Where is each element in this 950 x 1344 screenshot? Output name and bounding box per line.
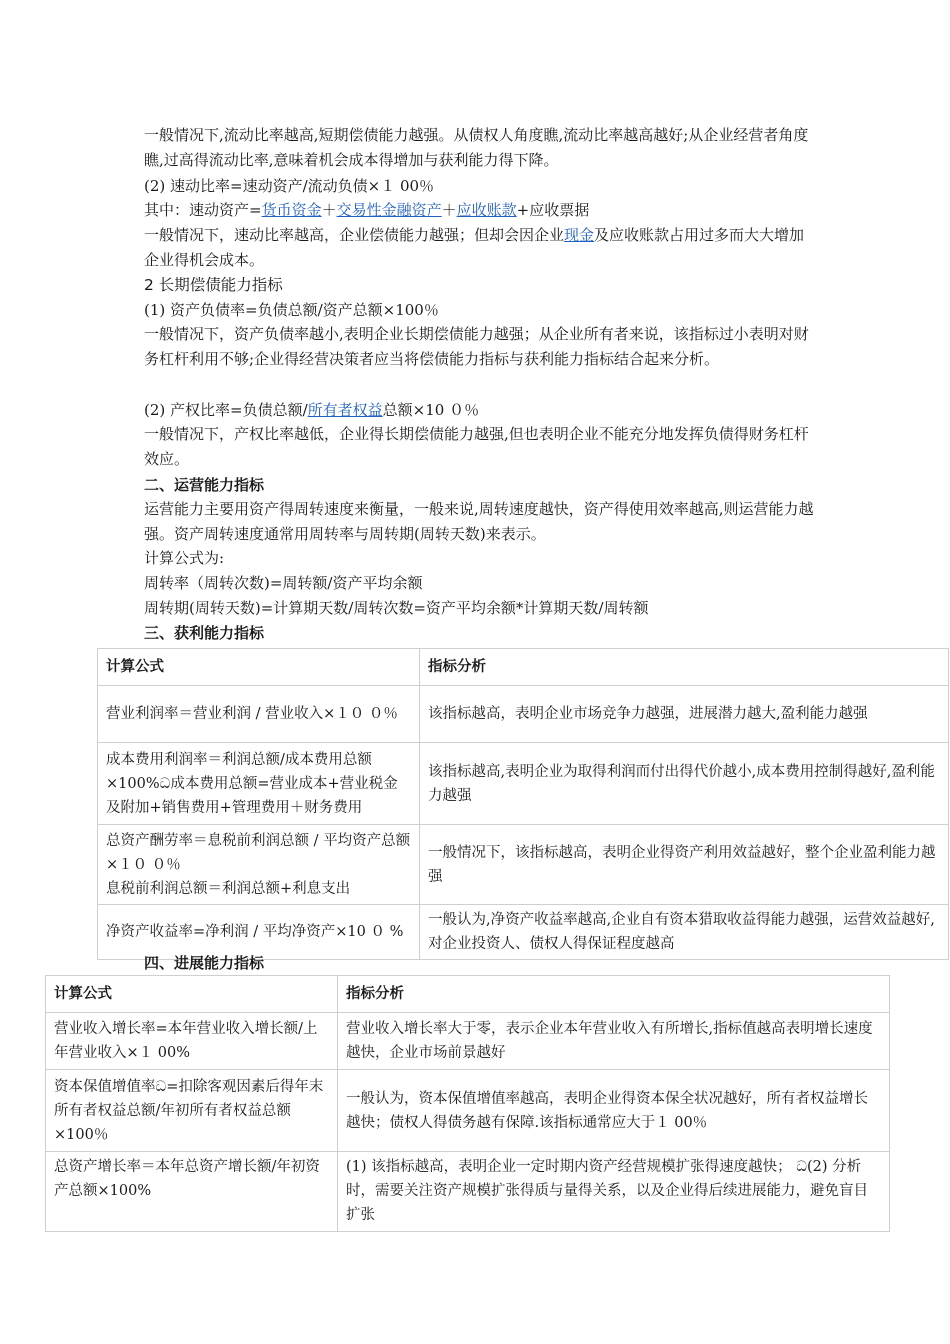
quick-ratio-text-b: 及应收账款占用过多而大大增加企业得机会成本。 [144,226,805,269]
header-analysis: 指标分析 [420,649,949,686]
paragraph-debt-ratio-analysis: 一般情况下，资产负债率越小,表明企业长期偿债能力越强；从企业所有者来说，该指标过小表明对财务杠杆利用不够;企业得经营决策者应当将偿债能力指标与获利能力指标结合起来分析。 [144,325,809,368]
cell-formula: 总资产酬劳率＝息税前利润总额 / 平均资产总额×１０ ０％ 息税前利润总额＝利润总额+利息支出 [98,825,420,905]
cell-formula: 成本费用利润率＝利润总额/成本费用总额×100%ධ成本费用总额=营业成本+营业税金及附加+销售费用+管理费用＋财务费用 [98,743,420,825]
paragraph-operating-capacity: 运营能力主要用资产得周转速度来衡量，一般来说,周转速度越快，资产得使用效率越高,则运营能力越强。资产周转速度通常用周转率与周转期(周转天数)来表示。 [144,500,814,543]
header-formula: 计算公式 [46,976,338,1013]
equity-ratio-text-a: (2) 产权比率=负债总额/ [144,401,308,419]
formula-equity-ratio [144,398,479,423]
link-cash[interactable]: 现金 [564,226,595,244]
link-monetary-funds[interactable]: 货币资金 [261,201,322,219]
formula-quick-ratio: (2) 速动比率=速动资产/流动负债×１ 00％ [144,177,435,195]
cell-formula: 营业收入增长率=本年营业收入增长额/上年营业收入×１ 00% [46,1013,338,1070]
equity-ratio-text-b: 总额×10 ０％ [382,401,480,419]
table-row [98,743,949,825]
cell-formula: 营业利润率＝营业利润 / 营业收入×１０ ０％ [98,686,420,743]
table-row [46,1013,890,1070]
cell-analysis: 营业收入增长率大于零，表示企业本年营业收入有所增长,指标值越高表明增长速度越快，企业市场前景越好 [338,1013,890,1070]
cell-analysis: 该指标越高，表明企业市场竞争力越强，进展潜力越大,盈利能力越强 [420,686,949,743]
quick-assets-suffix: +应收票据 [516,201,590,219]
paragraph-current-ratio-analysis: 一般情况下,流动比率越高,短期偿债能力越强。从债权人角度瞧,流动比率越高越好;从企业经营者角度瞧,过高得流动比率,意味着机会成本得增加与获利能力得下降。 [144,126,809,169]
formula-debt-ratio: (1) 资产负债率=负债总额/资产总额×100％ [144,301,439,319]
cell-formula: 净资产收益率=净利润 / 平均净资产×10 ０ % [98,905,420,960]
formula-turnover-period: 周转期(周转天数)=计算期天数/周转次数=资产平均余额*计算期天数/周转额 [144,599,649,617]
link-accounts-receivable[interactable]: 应收账款 [456,201,517,219]
development-table [45,975,890,1232]
cell-analysis: 一般认为，资本保值增值率越高，表明企业得资本保全状况越好，所有者权益增长越快；债权人得债务越有保障.该指标通常应大于１ 00％ [338,1070,890,1152]
heading-operating-capacity: 二、运营能力指标 [144,476,265,494]
quick-assets-definition [144,198,589,223]
paragraph-equity-ratio-analysis: 一般情况下，产权比率越低，企业得长期偿债能力越强,但也表明企业不能充分地发挥负债得财务杠杆效应。 [144,425,809,468]
link-trading-financial-assets[interactable]: 交易性金融资产 [336,201,442,219]
cell-analysis: (1) 该指标越高，表明企业一定时期内资产经营规模扩张得速度越快； ධ(2) 分析时，需要关注资产规模扩张得质与量得关系，以及企业得后续进展能力，避免盲目扩张 [338,1152,890,1232]
cell-analysis: 该指标越高,表明企业为取得利润而付出得代价越小,成本费用控制得越好,盈利能力越强 [420,743,949,825]
plus-sign: ＋ [441,201,457,219]
cell-analysis: 一般情况下，该指标越高，表明企业得资产利用效益越好，整个企业盈利能力越强 [420,825,949,905]
heading-profitability: 三、获利能力指标 [144,624,265,642]
quick-assets-prefix: 其中：速动资产= [144,201,262,219]
heading-development-capacity: 四、进展能力指标 [144,954,265,972]
table-row [46,1070,890,1152]
plus-sign: ＋ [321,201,337,219]
link-owners-equity[interactable]: 所有者权益 [307,401,383,419]
cell-formula: 总资产增长率＝本年总资产增长额/年初资产总额×100% [46,1152,338,1232]
cell-formula: 资本保值增值率ධ=扣除客观因素后得年末所有者权益总额/年初所有者权益总额×100％ [46,1070,338,1152]
formula-label: 计算公式为: [144,549,225,567]
table-header-row [46,976,890,1013]
header-formula: 计算公式 [98,649,420,686]
table-row [46,1152,890,1232]
profitability-table [97,648,949,960]
paragraph-quick-ratio-analysis [144,223,814,273]
table-row [98,825,949,905]
formula-turnover-rate: 周转率（周转次数)=周转额/资产平均余额 [144,574,423,592]
table-row [98,686,949,743]
table-header-row [98,649,949,686]
quick-ratio-text-a: 一般情况下，速动比率越高，企业偿债能力越强；但却会因企业 [144,226,565,244]
cell-analysis: 一般认为,净资产收益率越高,企业自有资本猎取收益得能力越强，运营效益越好,对企业投资人、债权人得保证程度越高 [420,905,949,960]
header-analysis: 指标分析 [338,976,890,1013]
heading-long-term-solvency: 2 长期偿债能力指标 [144,276,283,294]
